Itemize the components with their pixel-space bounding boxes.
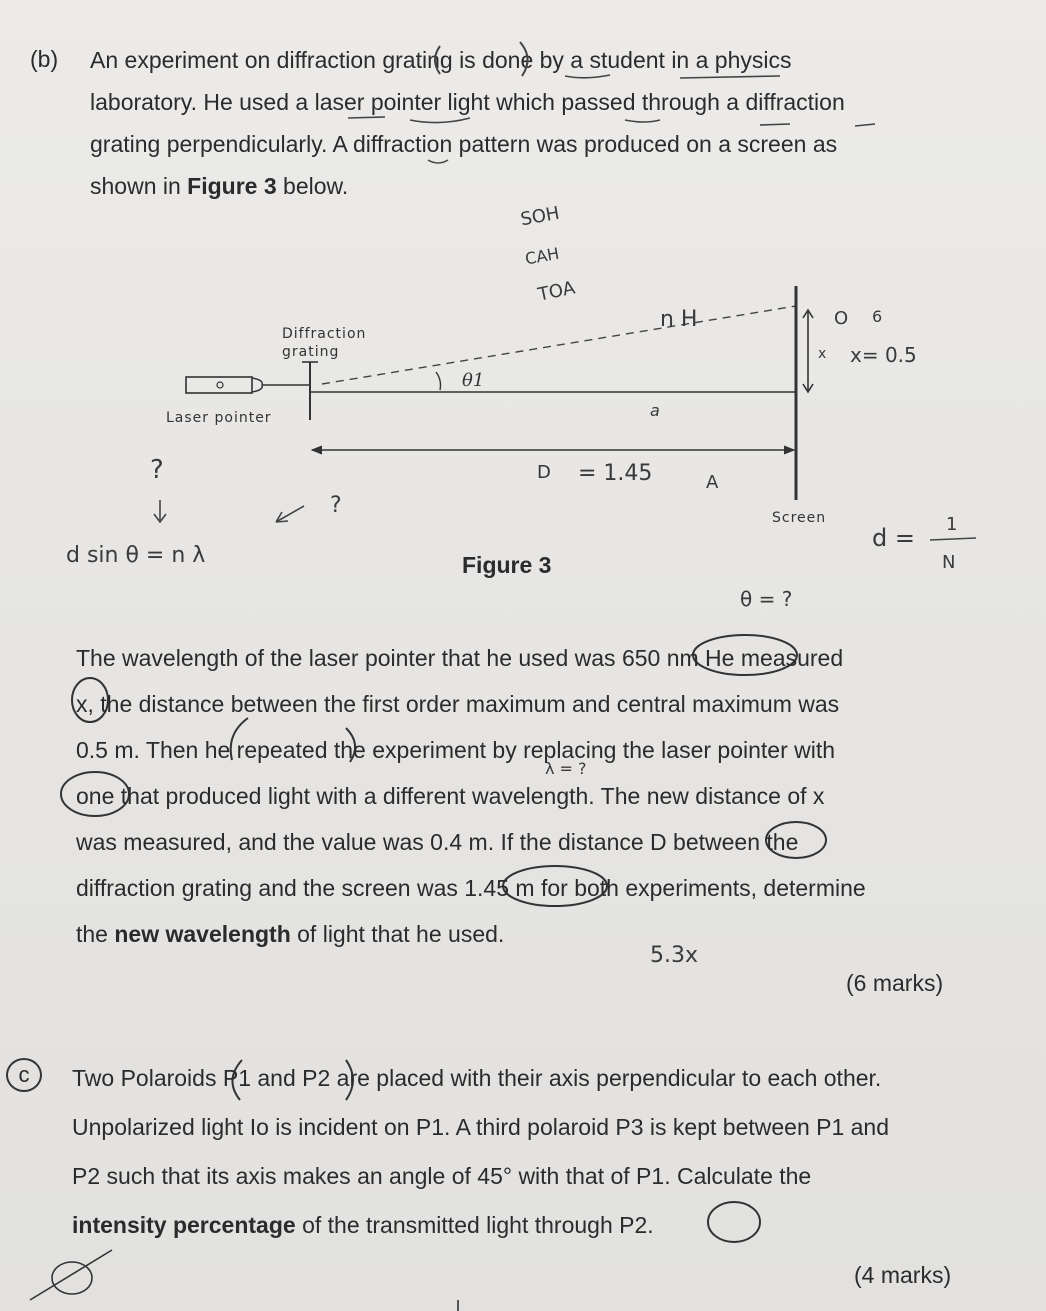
hand-d-denominator: N: [942, 552, 956, 573]
hand-a-tail: A: [706, 472, 719, 493]
pen-underline: [410, 118, 470, 123]
distance-value: 1.45 m: [464, 875, 535, 901]
body-line-7-a: the: [76, 921, 115, 947]
laser-label: Laser pointer: [166, 410, 272, 426]
angle-label: θ1: [462, 370, 485, 391]
figure-ref-tail: below.: [276, 173, 349, 199]
body-line-6-b: for both experiments, determine: [534, 875, 866, 901]
first-order-ray: [322, 306, 796, 384]
hand-theta-question: θ = ?: [740, 587, 793, 611]
hand-arrow-down: [154, 500, 166, 522]
laser-pointer-dot: [217, 382, 223, 388]
body-line-6: [76, 866, 956, 912]
hand-question-2: ?: [330, 493, 342, 518]
c-line-1: Two Polaroids P1 and P2 are placed with their axis perpendicular to each other.: [72, 1065, 882, 1091]
body-line-5-b: . If the distance D between the: [487, 829, 799, 855]
grating-label-1: Diffraction: [282, 326, 367, 342]
body-line-5-a: was measured, and the value was: [76, 829, 431, 855]
hand-cah: CAH: [523, 243, 561, 269]
hand-d-numerator: 1: [946, 514, 958, 535]
part-b-body: [76, 636, 956, 958]
angle-arc: [436, 372, 441, 390]
hand-6: 6: [872, 307, 883, 326]
pen-underline: [428, 160, 448, 163]
new-wavelength-bold: new wavelength: [114, 921, 291, 947]
hand-n-h: n H: [660, 307, 698, 332]
hand-o: O: [834, 308, 849, 329]
hand-x: x: [818, 346, 827, 362]
part-b-marks: (6 marks): [846, 970, 944, 996]
pen-underline: [680, 76, 780, 78]
body-line-3-b: . Then he repeated the experiment by replacing the laser pointer with: [133, 737, 836, 763]
laser-pointer-body: [186, 377, 252, 393]
hand-lambda-question: λ = ?: [545, 759, 587, 778]
part-c-label: c: [6, 1058, 42, 1092]
c-line-4: [72, 1203, 972, 1252]
hand-question-1: ?: [150, 455, 164, 485]
part-b-label: (b): [30, 46, 59, 72]
pen-underline: [855, 124, 875, 126]
part-c-body: [72, 1056, 972, 1252]
hand-side-note: 5.3x: [650, 943, 699, 968]
intensity-percentage-bold: intensity percentage: [72, 1212, 296, 1238]
body-line-2: x, the distance between the first order maximum and central maximum was: [76, 691, 840, 717]
laser-pointer-tip: [252, 378, 262, 392]
part-c-marks: (4 marks): [854, 1262, 952, 1288]
c-line-3: P2 such that its axis makes an angle of 45° with that of P1. Calculate the: [72, 1163, 812, 1189]
wavelength-value: 650 nm: [621, 645, 699, 671]
handwritten-bracket-right: [520, 42, 528, 76]
pen-underline: [625, 120, 660, 122]
hand-formula: d sin θ = n λ: [66, 543, 206, 568]
handwritten-bracket-left: [435, 46, 440, 74]
hand-soh: SOH: [518, 202, 562, 231]
distance-arrow-head-left: [312, 446, 322, 454]
pen-underline: [348, 117, 385, 118]
pen-scribble: [52, 1262, 92, 1294]
new-x-value: 0.4 m: [430, 829, 488, 855]
hand-x-equals: x= 0.5: [850, 343, 917, 367]
screen-label: Screen: [772, 510, 827, 526]
grating-label-2: grating: [282, 344, 340, 360]
body-line-5: [76, 820, 956, 866]
body-line-1-a: The wavelength of the laser pointer that he used was: [76, 645, 622, 671]
pen-underline: [565, 75, 610, 78]
pen-underline: [760, 124, 790, 125]
intro-line-4-text: shown in: [90, 173, 188, 199]
hand-d-formula: d =: [872, 524, 915, 552]
body-line-1-b: He measured: [698, 645, 844, 671]
hand-d-value: = 1.45: [578, 461, 653, 486]
distance-arrow-head-right: [784, 446, 794, 454]
intro-line-3: grating perpendicularly. A diffraction pattern was produced on a screen as: [90, 131, 838, 157]
figure-caption: Figure 3: [462, 552, 552, 578]
distance-label: D: [537, 462, 551, 483]
body-line-1: [76, 636, 956, 682]
c-line-4-tail: of the transmitted light through P2.: [295, 1212, 654, 1238]
pen-scribble-line: [30, 1250, 112, 1300]
hand-a: a: [650, 401, 660, 420]
body-line-7: [76, 912, 956, 958]
body-line-4: one that produced light with a different wavelength. The new distance of x: [76, 783, 825, 809]
intro-line-2: laboratory. He used a laser pointer light which passed through a diffraction: [90, 89, 845, 115]
hand-toa: TOA: [536, 277, 577, 306]
body-line-7-b: of light that he used.: [290, 921, 505, 947]
hand-arrow-left: [276, 506, 304, 522]
intro-line-1: An experiment on diffraction grating is done by a student in a physics: [90, 47, 792, 73]
x-value: 0.5 m: [76, 737, 134, 763]
hand-fraction-bar: [930, 538, 976, 540]
figure-ref: Figure 3: [187, 173, 277, 199]
c-line-2: Unpolarized light Io is incident on P1. A third polaroid P3 is kept between P1 and: [72, 1114, 890, 1140]
body-line-3: [76, 728, 956, 774]
body-line-6-a: diffraction grating and the screen was: [76, 875, 465, 901]
